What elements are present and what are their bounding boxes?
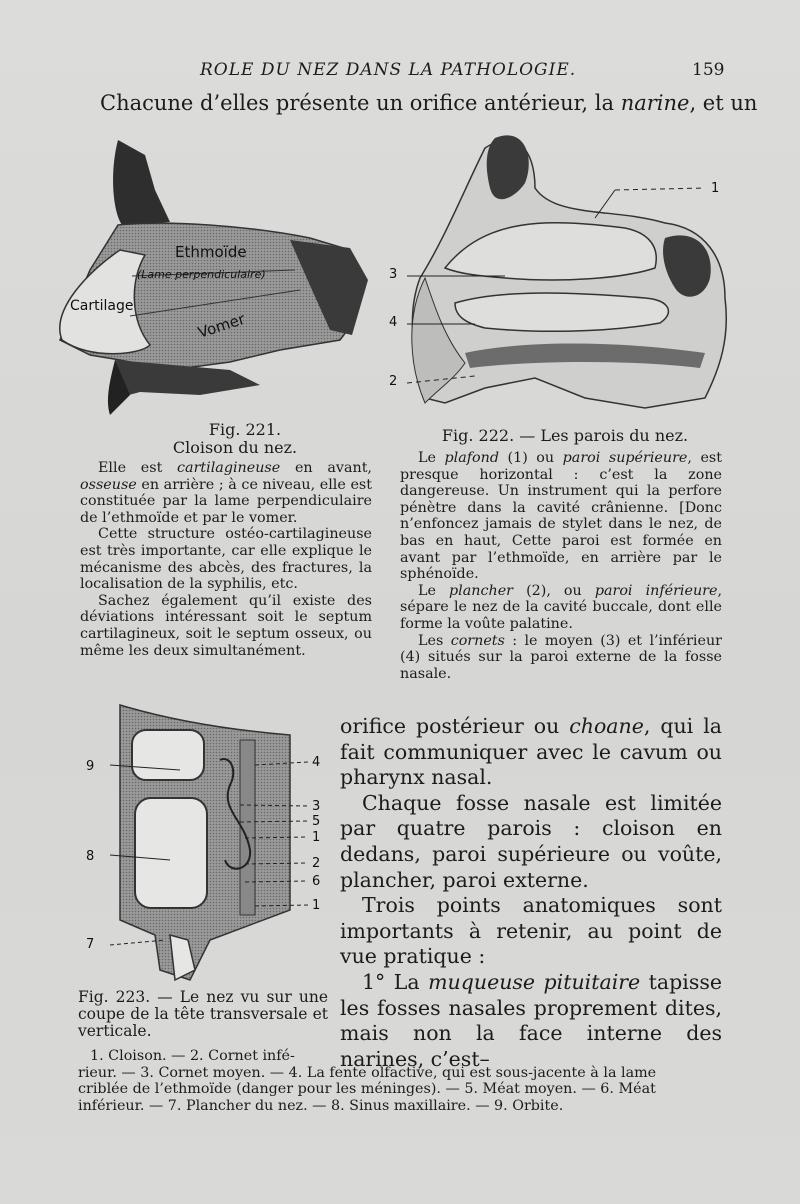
label-r2: 2 [312,856,321,871]
label-r4: 4 [312,755,321,770]
label-r1b: 1 [312,898,321,913]
fig223-caption: Fig. 223. — Le nez vu sur une coupe de la tête transversale et verticale. [78,988,328,1040]
fig222-p3-italic-1: cornets [450,632,505,649]
fig222-paragraph-2 [400,583,722,633]
fig221-paragraph-1 [80,460,372,526]
right-p1-a: orifice postérieur ou [340,714,570,738]
orbit-shape [132,730,204,780]
fig221-p1-c: en arrière ; à ce niveau, elle est constituée par la lame perpendiculaire de l’ethmoïde et par le vomer. [80,476,372,526]
label-cartilage: Cartilage [70,298,134,314]
opening-line [100,91,758,115]
fig222-p2-italic-2: paroi inférieure [594,582,718,599]
inferior-turbinate-shape [455,293,668,331]
label-8: 8 [86,849,95,864]
running-header: ROLE DU NEZ DANS LA PATHOLOGIE. [200,60,577,80]
label-ethmoide: Ethmoïde [175,243,247,261]
right-p1-b: , qui la fait communiquer avec le cavum ou pharynx nasal. [340,714,722,790]
label-lame-perpendiculaire: (Lame perpendiculaire) [137,268,266,281]
legend-line-2: rieur. — 3. Cornet moyen. — 4. La fente olfactive, qui est sous-jacente à la lame [78,1064,657,1081]
label-r5: 5 [312,814,321,829]
label-r1a: 1 [312,830,321,845]
fig221-p1-italic-2: osseuse [80,476,137,493]
nasal-bone-shape [113,140,170,225]
legend-line-3: criblée de l’ethmoïde (danger pour les méninges). — 5. Méat moyen. — 6. Méat [78,1081,656,1098]
fig222-p1-c: , est presque horizontal : c’est la zone dangereuse. Un instrument qui la perfore pénètre dans la cavité crânienne. [Donc n’enfoncez jamais de stylet dans le nez, de bas en haut, Cette paroi est formée en avant par l’ethmoïde, en arrière par le sphénoïde. [400,450,723,583]
right-paragraph-3: Trois points anatomiques sont importants à retenir, au point de vue pratique : [340,893,722,969]
right-paragraph-1 [340,714,722,791]
fig222-p2-italic-1: plancher [449,582,513,599]
right-p4-a: 1° La [362,969,429,994]
opening-line-italic: narine [620,91,690,115]
opening-line-text: Chacune d’elles présente un orifice antérieur, la [100,91,621,115]
fig222-p3-a: Les [418,632,451,649]
fig221-p1-b: en avant, [280,460,372,476]
fig221-caption-number: Fig. 221. [208,420,282,439]
fig222-p3-b: : le moyen (3) et l’inférieur (4) situés sur la paroi externe de la fosse nasale. [400,632,722,682]
label-2: 2 [389,374,398,389]
label-3: 3 [389,267,398,282]
right-p4-italic: muqueuse pituitaire [428,969,641,994]
opening-line-end: , et un [689,91,758,115]
fig222-p1-italic-1: plafond [444,450,499,466]
label-4: 4 [389,315,398,330]
fig222-p2-b: (2), ou [513,582,595,599]
label-vomer: Vomer [195,309,248,342]
fig221-p1-a: Elle est [98,460,178,476]
label-9: 9 [86,759,95,774]
fig222-paragraph-3 [400,633,722,683]
fig222-p1-italic-2: paroi supérieure [562,450,688,466]
fig222-caption: Fig. 222. — Les parois du nez. [441,426,689,445]
right-p4-b: tapisse les fosses nasales proprement dites, mais non la face interne des narines, c’est– [340,969,722,1071]
fig222-p1-b: (1) ou [499,450,563,466]
right-p1-italic: choane [569,714,644,738]
fig222-nasal-walls-illustration [385,128,745,418]
fig221-text [80,460,372,659]
label-7: 7 [86,937,95,952]
legend-line-1: 1. Cloison. — 2. Cornet infé- [90,1048,295,1064]
fig222-p2-c: , sépare le nez de la cavité buccale, dont elle forme la voûte palatine. [400,582,723,632]
label-r3: 3 [312,799,321,814]
fig222-p1-a: Le [418,450,445,466]
fig223-cross-section-illustration [80,700,330,985]
fig221-paragraph-3: Sachez également qu’il existe des déviations intéressant soit le septum cartilagineux, soit le septum osseux, ou même les deux simultanément. [80,592,372,659]
maxillary-sinus-shape [135,798,207,908]
fig221-caption-title: Cloison du nez. [172,438,298,457]
legend-line-4: inférieur. — 7. Plancher du nez. — 8. Sinus maxillaire. — 9. Orbite. [78,1097,564,1114]
label-r6: 6 [312,874,321,889]
right-paragraph-2: Chaque fosse nasale est limitée par quatre parois : cloison en dedans, paroi supérieure ou voûte, plancher, paroi externe. [340,790,722,892]
fig222-p2-a: Le [418,582,450,599]
page-number: 159 [692,60,725,80]
fig223-legend [78,1048,728,1114]
right-column-text [340,714,722,1072]
fig222-paragraph-1 [400,450,722,583]
leader-1 [615,188,705,190]
fig221-septum-illustration [50,130,370,430]
fig221-paragraph-2: Cette structure ostéo-cartilagineuse est très importante, car elle explique le mécanisme des abcès, des fractures, la localisation de la syphilis, etc. [80,526,372,593]
fig222-text [400,450,722,682]
fig221-p1-italic-1: cartilagineuse [177,460,281,476]
label-1: 1 [711,181,720,196]
